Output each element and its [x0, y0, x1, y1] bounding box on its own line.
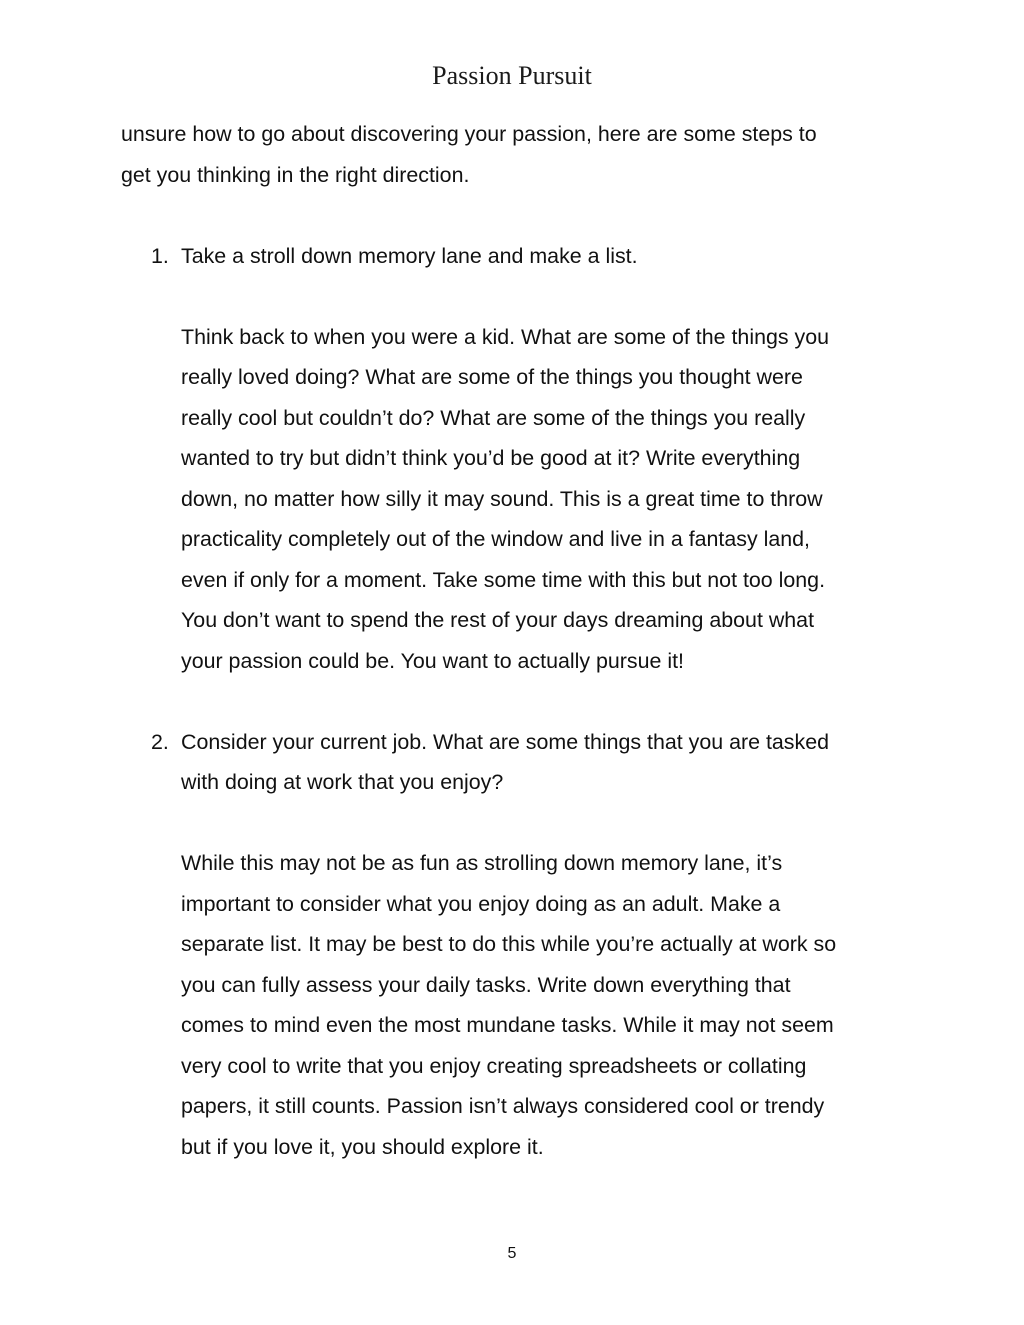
step-body-line: wanted to try but didn’t think you’d be good at it? Write everything [181, 446, 801, 470]
page-number: 5 [507, 1245, 517, 1262]
document-body [121, 114, 911, 1208]
step-2-heading [121, 722, 911, 803]
intro-line: unsure how to go about discovering your passion, here are some steps to [121, 122, 817, 146]
step-2-body [181, 843, 911, 1167]
intro-line: get you thinking in the right direction. [121, 162, 470, 187]
step-heading-line: with doing at work that you enjoy? [181, 770, 504, 794]
step-body-line: While this may not be as fun as strolling down memory lane, it’s [181, 851, 783, 875]
step-heading-line: Take a stroll down memory lane and make a list. [181, 243, 638, 268]
step-body-line: You don’t want to spend the rest of your days dreaming about what [181, 608, 815, 632]
step-body-line: very cool to write that you enjoy creating spreadsheets or collating [181, 1053, 807, 1078]
step-body-line: important to consider what you enjoy doing as an adult. Make a [181, 891, 781, 916]
step-number: 1. [151, 243, 169, 268]
step-body-line: your passion could be. You want to actually pursue it! [181, 648, 685, 673]
step-body-line: papers, it still counts. Passion isn’t always considered cool or trendy [181, 1094, 825, 1118]
step-body-line: really loved doing? What are some of the things you thought were [181, 365, 803, 389]
step-body-line: comes to mind even the most mundane tasks. While it may not seem [181, 1013, 834, 1037]
intro-paragraph [121, 114, 911, 195]
step-body-line: you can fully assess your daily tasks. Write down everything that [181, 972, 791, 997]
step-body-line: Think back to when you were a kid. What are some of the things you [181, 324, 829, 349]
step-number: 2. [151, 729, 169, 754]
page-header-title: Passion Pursuit [432, 61, 592, 90]
step-body-line: practicality completely out of the window and live in a fantasy land, [181, 527, 810, 551]
step-heading-line: Consider your current job. What are some things that you are tasked [181, 729, 829, 754]
step-1-body [181, 317, 911, 682]
step-body-line: really cool but couldn’t do? What are some of the things you really [181, 405, 806, 430]
step-body-line: down, no matter how silly it may sound. This is a great time to throw [181, 486, 823, 511]
step-1-heading [121, 236, 911, 277]
step-body-line: even if only for a moment. Take some time with this but not too long. [181, 567, 826, 592]
step-body-line: separate list. It may be best to do this while you’re actually at work so [181, 932, 837, 956]
step-body-line: but if you love it, you should explore it. [181, 1134, 544, 1159]
